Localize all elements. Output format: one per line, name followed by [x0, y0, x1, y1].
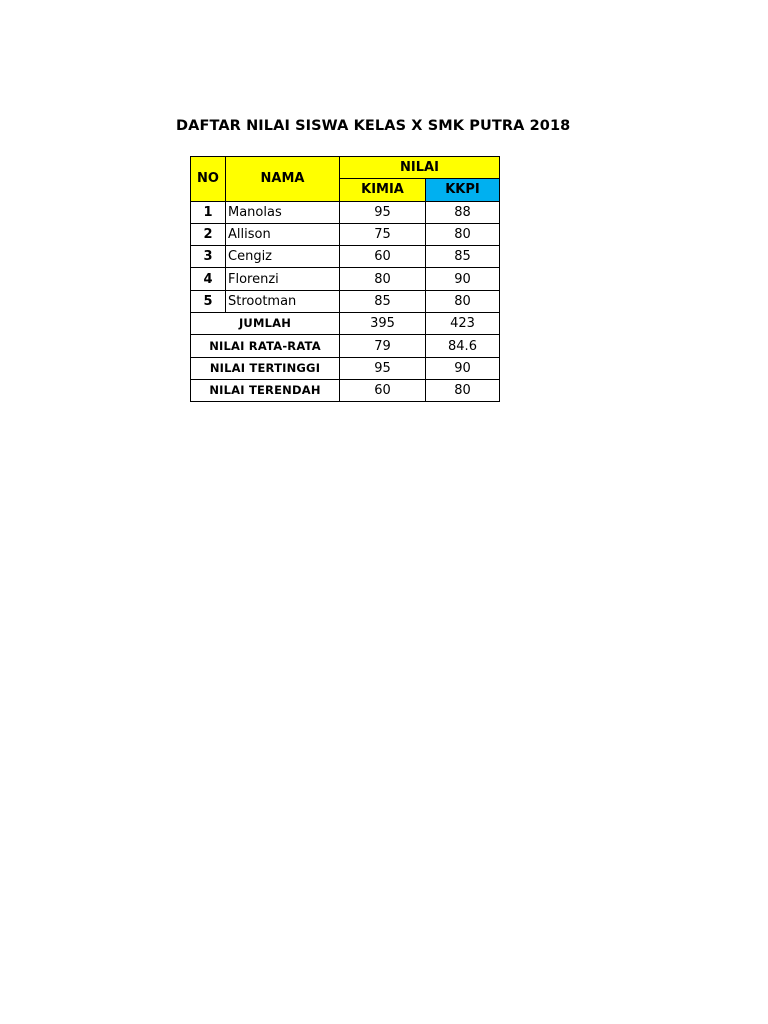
row-no: 4	[191, 268, 226, 290]
row-kimia: 80	[340, 268, 426, 290]
row-no: 5	[191, 290, 226, 312]
document-title: DAFTAR NILAI SISWA KELAS X SMK PUTRA 2018	[176, 118, 571, 134]
summary-label: NILAI TERENDAH	[191, 379, 340, 401]
header-no: NO	[191, 157, 226, 202]
row-nama: Allison	[226, 223, 340, 245]
table-row	[191, 201, 500, 223]
grades-table	[190, 156, 500, 402]
row-nama: Strootman	[226, 290, 340, 312]
summary-label: NILAI TERTINGGI	[191, 357, 340, 379]
summary-kimia: 95	[340, 357, 426, 379]
header-nama: NAMA	[226, 157, 340, 202]
summary-kkpi: 423	[426, 313, 500, 335]
header-nilai: NILAI	[340, 157, 500, 179]
header-kkpi: KKPI	[426, 179, 500, 201]
row-nama: Florenzi	[226, 268, 340, 290]
row-kkpi: 85	[426, 246, 500, 268]
row-kimia: 85	[340, 290, 426, 312]
row-kimia: 60	[340, 246, 426, 268]
table-row	[191, 268, 500, 290]
summary-kkpi: 84.6	[426, 335, 500, 357]
header-row-top	[191, 157, 500, 179]
row-kimia: 75	[340, 223, 426, 245]
summary-row-jumlah	[191, 313, 500, 335]
summary-kimia: 395	[340, 313, 426, 335]
row-no: 3	[191, 246, 226, 268]
summary-kkpi: 80	[426, 379, 500, 401]
summary-label: NILAI RATA-RATA	[191, 335, 340, 357]
table-row	[191, 290, 500, 312]
summary-label: JUMLAH	[191, 313, 340, 335]
row-no: 2	[191, 223, 226, 245]
summary-kimia: 60	[340, 379, 426, 401]
summary-row-rata-rata	[191, 335, 500, 357]
summary-kimia: 79	[340, 335, 426, 357]
table-row	[191, 246, 500, 268]
row-kkpi: 88	[426, 201, 500, 223]
header-kimia: KIMIA	[340, 179, 426, 201]
row-kkpi: 80	[426, 223, 500, 245]
summary-row-terendah	[191, 379, 500, 401]
summary-kkpi: 90	[426, 357, 500, 379]
row-kimia: 95	[340, 201, 426, 223]
row-nama: Cengiz	[226, 246, 340, 268]
summary-row-tertinggi	[191, 357, 500, 379]
row-nama: Manolas	[226, 201, 340, 223]
row-kkpi: 90	[426, 268, 500, 290]
table-row	[191, 223, 500, 245]
row-kkpi: 80	[426, 290, 500, 312]
row-no: 1	[191, 201, 226, 223]
